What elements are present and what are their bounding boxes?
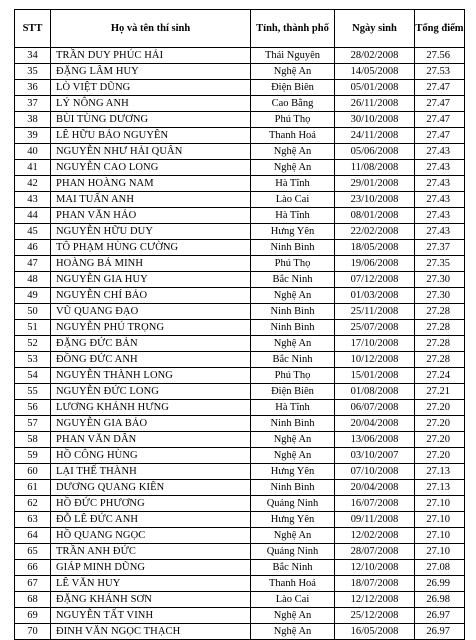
cell-score: 27.13 — [415, 464, 465, 480]
cell-stt: 37 — [15, 96, 51, 112]
cell-stt: 43 — [15, 192, 51, 208]
table-row — [15, 112, 465, 128]
cell-province: Nghệ An — [251, 288, 335, 304]
results-table — [14, 9, 465, 640]
table-row — [15, 352, 465, 368]
cell-province: Nghệ An — [251, 144, 335, 160]
cell-stt: 53 — [15, 352, 51, 368]
cell-name: NGUYỄN PHÚ TRỌNG — [51, 320, 251, 336]
table-row — [15, 144, 465, 160]
cell-dob: 28/02/2008 — [335, 48, 415, 64]
table-row — [15, 432, 465, 448]
table-row — [15, 384, 465, 400]
cell-score: 27.24 — [415, 368, 465, 384]
cell-stt: 35 — [15, 64, 51, 80]
cell-score: 27.30 — [415, 272, 465, 288]
cell-dob: 14/05/2008 — [335, 64, 415, 80]
cell-score: 27.43 — [415, 208, 465, 224]
cell-name: NGUYỄN GIA BẢO — [51, 416, 251, 432]
cell-name: NGUYỄN NHƯ HẢI QUÂN — [51, 144, 251, 160]
cell-province: Hà Tĩnh — [251, 208, 335, 224]
cell-score: 27.43 — [415, 224, 465, 240]
table-row — [15, 192, 465, 208]
table-row — [15, 400, 465, 416]
table-row — [15, 464, 465, 480]
cell-score: 27.43 — [415, 144, 465, 160]
cell-name: LÊ HỮU BẢO NGUYÊN — [51, 128, 251, 144]
table-row — [15, 592, 465, 608]
cell-dob: 06/07/2008 — [335, 400, 415, 416]
table-row — [15, 560, 465, 576]
cell-stt: 34 — [15, 48, 51, 64]
cell-score: 27.56 — [415, 48, 465, 64]
cell-score: 26.98 — [415, 592, 465, 608]
cell-province: Phú Thọ — [251, 112, 335, 128]
cell-dob: 07/10/2008 — [335, 464, 415, 480]
cell-dob: 10/12/2008 — [335, 352, 415, 368]
table-body — [15, 48, 465, 640]
table-row — [15, 64, 465, 80]
cell-score: 26.97 — [415, 624, 465, 640]
cell-score: 26.97 — [415, 608, 465, 624]
cell-score: 27.43 — [415, 192, 465, 208]
cell-stt: 66 — [15, 560, 51, 576]
cell-stt: 70 — [15, 624, 51, 640]
cell-stt: 48 — [15, 272, 51, 288]
cell-name: NGUYỄN THÀNH LONG — [51, 368, 251, 384]
cell-stt: 62 — [15, 496, 51, 512]
cell-score: 27.28 — [415, 336, 465, 352]
cell-name: LÊ VĂN HUY — [51, 576, 251, 592]
table-row — [15, 608, 465, 624]
cell-name: PHAN HOÀNG NAM — [51, 176, 251, 192]
cell-province: Điện Biên — [251, 384, 335, 400]
cell-dob: 25/12/2008 — [335, 608, 415, 624]
cell-name: ĐẶNG LÂM HUY — [51, 64, 251, 80]
cell-name: NGUYỄN GIA HUY — [51, 272, 251, 288]
header-province: Tỉnh, thành phố — [251, 10, 335, 48]
table-row — [15, 240, 465, 256]
header-stt: STT — [15, 10, 51, 48]
cell-stt: 50 — [15, 304, 51, 320]
table-row — [15, 448, 465, 464]
cell-score: 27.37 — [415, 240, 465, 256]
cell-score: 27.47 — [415, 96, 465, 112]
cell-dob: 16/07/2008 — [335, 496, 415, 512]
cell-province: Ninh Bình — [251, 240, 335, 256]
cell-score: 27.53 — [415, 64, 465, 80]
cell-dob: 25/11/2008 — [335, 304, 415, 320]
cell-name: DƯƠNG QUANG KIÊN — [51, 480, 251, 496]
cell-province: Nghệ An — [251, 448, 335, 464]
cell-province: Thanh Hoá — [251, 128, 335, 144]
cell-score: 27.10 — [415, 496, 465, 512]
cell-province: Quảng Ninh — [251, 496, 335, 512]
cell-dob: 01/03/2008 — [335, 288, 415, 304]
cell-name: ĐỖ LÊ ĐỨC ANH — [51, 512, 251, 528]
cell-stt: 68 — [15, 592, 51, 608]
cell-province: Ninh Bình — [251, 304, 335, 320]
header-dob: Ngày sinh — [335, 10, 415, 48]
cell-score: 27.28 — [415, 352, 465, 368]
cell-score: 27.20 — [415, 448, 465, 464]
cell-score: 27.47 — [415, 112, 465, 128]
cell-dob: 05/06/2008 — [335, 144, 415, 160]
cell-name: HỒ CÔNG HÙNG — [51, 448, 251, 464]
table-row — [15, 160, 465, 176]
table-row — [15, 272, 465, 288]
cell-province: Thanh Hoá — [251, 576, 335, 592]
cell-name: ĐẶNG KHÁNH SƠN — [51, 592, 251, 608]
table-row — [15, 336, 465, 352]
cell-stt: 51 — [15, 320, 51, 336]
cell-dob: 09/11/2008 — [335, 512, 415, 528]
cell-name: ĐINH VĂN NGỌC THẠCH — [51, 624, 251, 640]
cell-province: Điện Biên — [251, 80, 335, 96]
table-row — [15, 176, 465, 192]
cell-score: 27.43 — [415, 176, 465, 192]
cell-province: Hưng Yên — [251, 464, 335, 480]
cell-dob: 03/10/2007 — [335, 448, 415, 464]
cell-stt: 63 — [15, 512, 51, 528]
cell-score: 27.43 — [415, 160, 465, 176]
cell-stt: 60 — [15, 464, 51, 480]
table-row — [15, 512, 465, 528]
cell-province: Nghệ An — [251, 336, 335, 352]
cell-province: Ninh Bình — [251, 416, 335, 432]
cell-province: Nghệ An — [251, 64, 335, 80]
cell-province: Phú Thọ — [251, 256, 335, 272]
cell-dob: 20/04/2008 — [335, 416, 415, 432]
cell-dob: 15/01/2008 — [335, 368, 415, 384]
cell-stt: 47 — [15, 256, 51, 272]
cell-score: 27.20 — [415, 432, 465, 448]
cell-province: Bắc Ninh — [251, 272, 335, 288]
cell-stt: 52 — [15, 336, 51, 352]
table-row — [15, 320, 465, 336]
cell-province: Lào Cai — [251, 592, 335, 608]
cell-province: Cao Bằng — [251, 96, 335, 112]
cell-stt: 65 — [15, 544, 51, 560]
table-row — [15, 256, 465, 272]
cell-dob: 08/01/2008 — [335, 208, 415, 224]
cell-dob: 13/06/2008 — [335, 432, 415, 448]
cell-province: Nghệ An — [251, 528, 335, 544]
cell-score: 27.47 — [415, 80, 465, 96]
cell-stt: 38 — [15, 112, 51, 128]
cell-name: ĐẶNG ĐỨC BẢN — [51, 336, 251, 352]
cell-province: Hưng Yên — [251, 512, 335, 528]
cell-stt: 36 — [15, 80, 51, 96]
table-row — [15, 480, 465, 496]
table-row — [15, 96, 465, 112]
table-row — [15, 624, 465, 640]
table-row — [15, 288, 465, 304]
cell-score: 27.10 — [415, 512, 465, 528]
cell-name: NGUYỄN CHÍ BẢO — [51, 288, 251, 304]
table-row — [15, 304, 465, 320]
cell-dob: 01/08/2008 — [335, 384, 415, 400]
table-row — [15, 368, 465, 384]
header-row — [15, 10, 465, 48]
cell-province: Ninh Bình — [251, 320, 335, 336]
cell-province: Thái Nguyên — [251, 48, 335, 64]
table-row — [15, 224, 465, 240]
cell-dob: 16/05/2008 — [335, 624, 415, 640]
cell-name: PHAN VĂN DÂN — [51, 432, 251, 448]
cell-score: 27.30 — [415, 288, 465, 304]
cell-name: HỒ QUANG NGỌC — [51, 528, 251, 544]
cell-province: Phú Thọ — [251, 368, 335, 384]
cell-province: Nghệ An — [251, 608, 335, 624]
cell-score: 27.10 — [415, 544, 465, 560]
cell-province: Nghệ An — [251, 432, 335, 448]
table-row — [15, 544, 465, 560]
cell-stt: 59 — [15, 448, 51, 464]
cell-dob: 11/08/2008 — [335, 160, 415, 176]
cell-dob: 12/12/2008 — [335, 592, 415, 608]
cell-dob: 05/01/2008 — [335, 80, 415, 96]
cell-name: NGUYỄN CAO LONG — [51, 160, 251, 176]
cell-dob: 22/02/2008 — [335, 224, 415, 240]
cell-score: 27.20 — [415, 416, 465, 432]
cell-stt: 58 — [15, 432, 51, 448]
cell-province: Nghệ An — [251, 624, 335, 640]
cell-stt: 40 — [15, 144, 51, 160]
cell-stt: 39 — [15, 128, 51, 144]
cell-dob: 24/11/2008 — [335, 128, 415, 144]
cell-dob: 12/10/2008 — [335, 560, 415, 576]
cell-name: LÝ NÔNG ANH — [51, 96, 251, 112]
cell-province: Hà Tĩnh — [251, 176, 335, 192]
cell-stt: 56 — [15, 400, 51, 416]
cell-province: Hà Tĩnh — [251, 400, 335, 416]
cell-stt: 46 — [15, 240, 51, 256]
cell-name: NGUYỄN TẤT VINH — [51, 608, 251, 624]
cell-score: 27.47 — [415, 128, 465, 144]
table-header — [15, 10, 465, 48]
table-row — [15, 48, 465, 64]
cell-score: 27.28 — [415, 320, 465, 336]
cell-name: ĐỒNG ĐỨC ANH — [51, 352, 251, 368]
cell-stt: 57 — [15, 416, 51, 432]
cell-name: TÔ PHẠM HÙNG CƯỜNG — [51, 240, 251, 256]
cell-province: Hưng Yên — [251, 224, 335, 240]
cell-dob: 07/12/2008 — [335, 272, 415, 288]
cell-dob: 30/10/2008 — [335, 112, 415, 128]
cell-stt: 55 — [15, 384, 51, 400]
cell-name: VŨ QUANG ĐẠO — [51, 304, 251, 320]
cell-province: Nghệ An — [251, 160, 335, 176]
table-row — [15, 496, 465, 512]
cell-name: GIÁP MINH DŨNG — [51, 560, 251, 576]
cell-name: PHAN VĂN HẢO — [51, 208, 251, 224]
cell-dob: 25/07/2008 — [335, 320, 415, 336]
cell-score: 27.21 — [415, 384, 465, 400]
cell-stt: 45 — [15, 224, 51, 240]
cell-dob: 20/04/2008 — [335, 480, 415, 496]
cell-name: LẠI THẾ THÀNH — [51, 464, 251, 480]
cell-province: Bắc Ninh — [251, 352, 335, 368]
cell-dob: 17/10/2008 — [335, 336, 415, 352]
cell-score: 27.08 — [415, 560, 465, 576]
cell-dob: 12/02/2008 — [335, 528, 415, 544]
cell-dob: 18/07/2008 — [335, 576, 415, 592]
cell-stt: 44 — [15, 208, 51, 224]
cell-stt: 69 — [15, 608, 51, 624]
header-score: Tổng điểm — [415, 10, 465, 48]
cell-name: TRẦN ANH ĐỨC — [51, 544, 251, 560]
cell-name: LƯƠNG KHÁNH HƯNG — [51, 400, 251, 416]
cell-score: 27.28 — [415, 304, 465, 320]
table-row — [15, 576, 465, 592]
cell-dob: 23/10/2008 — [335, 192, 415, 208]
cell-dob: 19/06/2008 — [335, 256, 415, 272]
cell-name: NGUYỄN ĐỨC LONG — [51, 384, 251, 400]
cell-province: Ninh Bình — [251, 480, 335, 496]
cell-dob: 26/11/2008 — [335, 96, 415, 112]
table-row — [15, 128, 465, 144]
cell-name: HỒ ĐỨC PHƯƠNG — [51, 496, 251, 512]
cell-score: 27.20 — [415, 400, 465, 416]
cell-stt: 49 — [15, 288, 51, 304]
table-row — [15, 80, 465, 96]
cell-score: 26.99 — [415, 576, 465, 592]
cell-stt: 64 — [15, 528, 51, 544]
cell-stt: 67 — [15, 576, 51, 592]
cell-score: 27.10 — [415, 528, 465, 544]
cell-stt: 42 — [15, 176, 51, 192]
cell-province: Bắc Ninh — [251, 560, 335, 576]
cell-name: BÙI TÙNG DƯƠNG — [51, 112, 251, 128]
table-row — [15, 528, 465, 544]
results-document — [14, 9, 465, 640]
cell-stt: 54 — [15, 368, 51, 384]
header-name: Họ và tên thí sinh — [51, 10, 251, 48]
cell-dob: 18/05/2008 — [335, 240, 415, 256]
cell-name: LÒ VIỆT DŨNG — [51, 80, 251, 96]
cell-stt: 41 — [15, 160, 51, 176]
table-row — [15, 208, 465, 224]
cell-dob: 28/07/2008 — [335, 544, 415, 560]
table-row — [15, 416, 465, 432]
cell-stt: 61 — [15, 480, 51, 496]
cell-name: MAI TUẤN ANH — [51, 192, 251, 208]
cell-province: Quảng Ninh — [251, 544, 335, 560]
cell-score: 27.35 — [415, 256, 465, 272]
cell-name: HOÀNG BÁ MINH — [51, 256, 251, 272]
cell-province: Lào Cai — [251, 192, 335, 208]
cell-name: NGUYỄN HỮU DUY — [51, 224, 251, 240]
cell-name: TRẦN DUY PHÚC HẢI — [51, 48, 251, 64]
cell-score: 27.13 — [415, 480, 465, 496]
cell-dob: 29/01/2008 — [335, 176, 415, 192]
